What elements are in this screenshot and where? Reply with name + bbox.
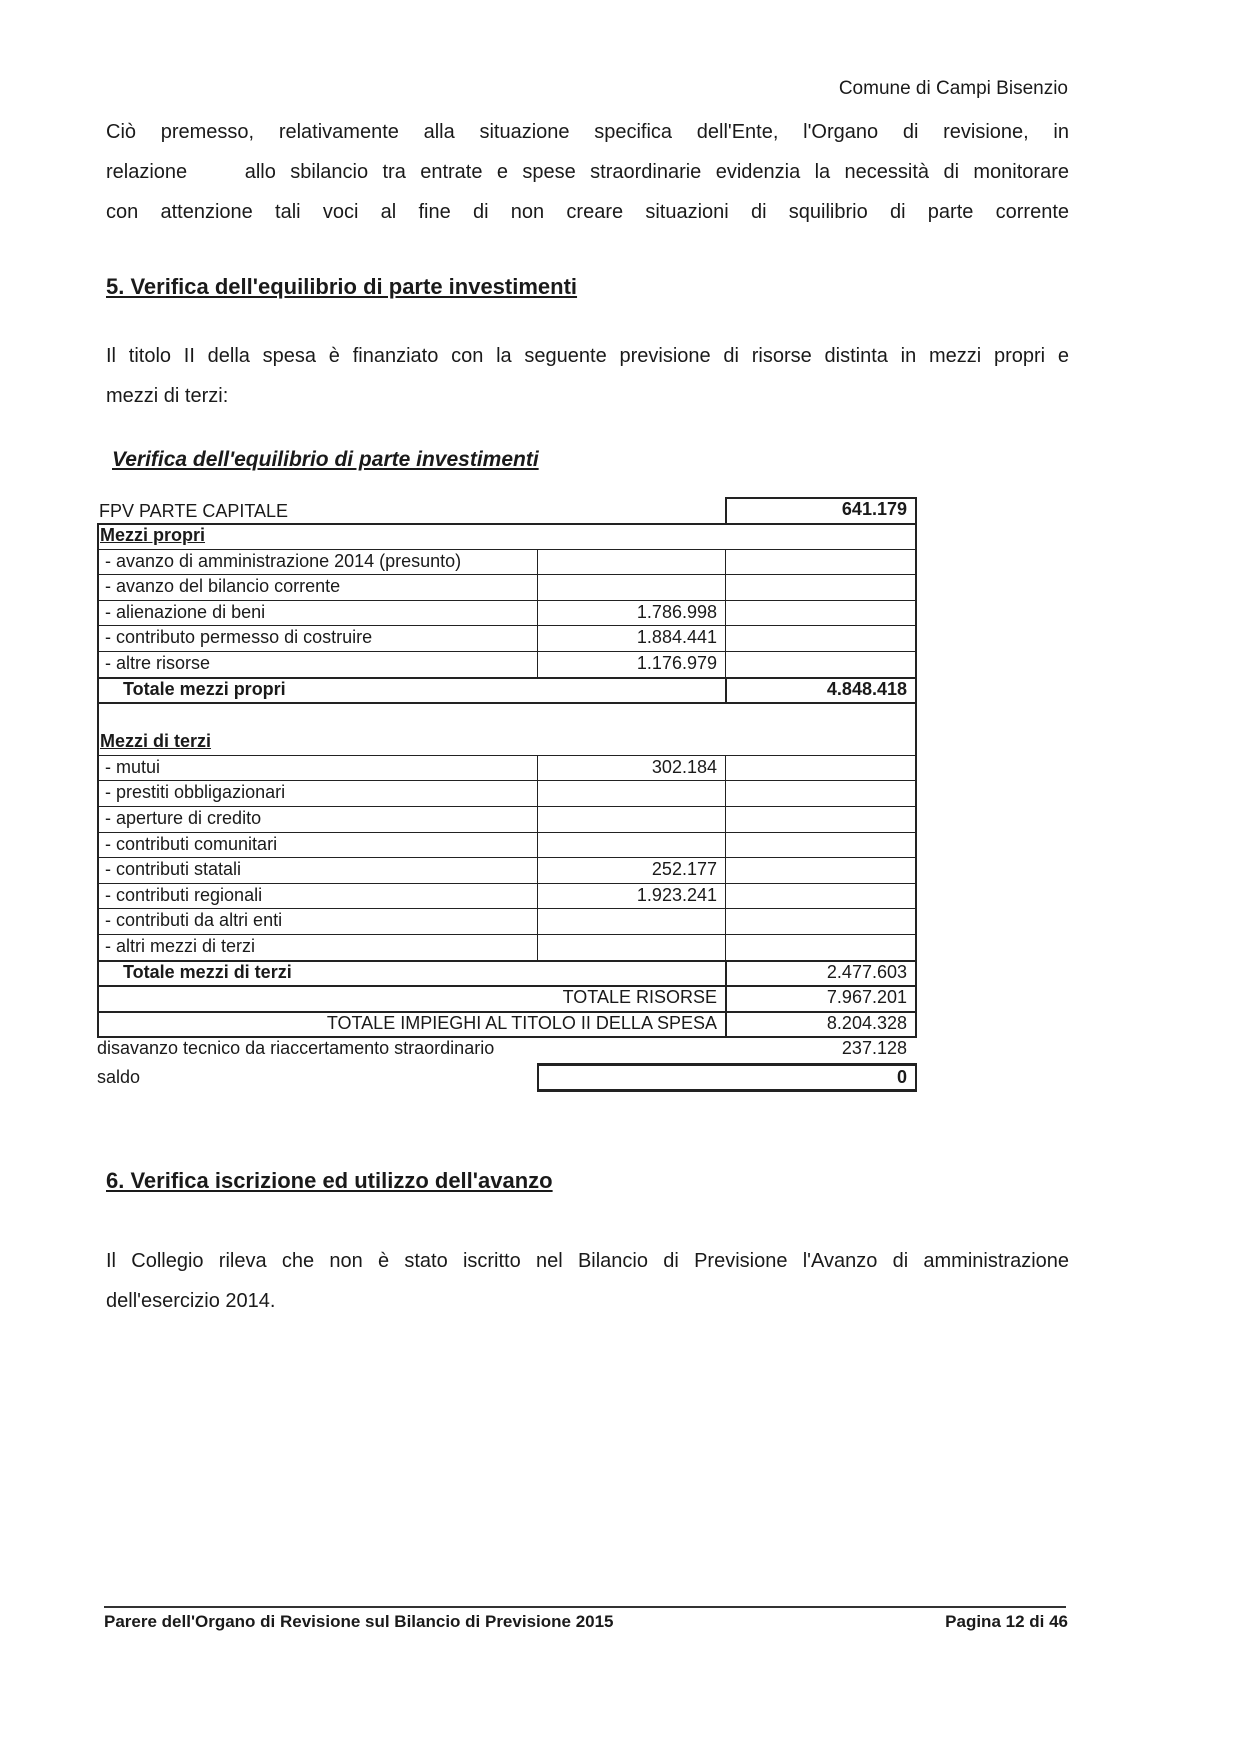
section-6-paragraph [106, 1241, 1069, 1321]
item-value [537, 780, 725, 805]
item-label: - avanzo del bilancio corrente [105, 576, 341, 597]
saldo-value: 0 [896, 1067, 907, 1088]
table-rule [537, 806, 538, 832]
table-rule [725, 780, 726, 806]
table-rule [537, 625, 538, 651]
table-rule [725, 651, 726, 677]
table-rule [725, 883, 726, 909]
table-rule [537, 934, 538, 960]
table-rule [537, 780, 538, 806]
item-value [537, 574, 725, 599]
table-rule [915, 497, 917, 524]
text-line: relazione allo sbilancio tra entrate e spese straordinarie evidenzia la necessità di monitorare [106, 161, 1069, 183]
table-rule [725, 549, 726, 575]
table-rule [537, 549, 538, 575]
table-rule [537, 883, 538, 909]
table-rule [725, 857, 726, 883]
table-rule [99, 934, 915, 935]
item-value [537, 806, 725, 831]
item-label: - mutui [105, 756, 161, 777]
item-value [537, 549, 725, 574]
item-label: - prestiti obbligazionari [105, 782, 286, 803]
totale-impieghi-label: TOTALE IMPIEGHI AL TITOLO II DELLA SPESA [326, 1012, 717, 1033]
table-rule [725, 806, 726, 832]
table-rule [97, 677, 917, 679]
total-mezzi-terzi-value: 2.477.603 [826, 961, 907, 982]
table-rule [99, 677, 915, 678]
table-rule [99, 549, 915, 550]
item-label: - aperture di credito [105, 808, 262, 828]
table-title: Verifica dell'equilibrio di parte investimenti [112, 448, 539, 471]
table-rule [537, 1063, 539, 1092]
intro-paragraph [106, 112, 1069, 232]
table-rule [725, 960, 727, 986]
table-rule [725, 985, 727, 1011]
table-rule [97, 702, 99, 1036]
table-rule [99, 960, 915, 961]
item-label: - avanzo di amministrazione 2014 (presunto) [105, 550, 462, 571]
table-rule [725, 1011, 727, 1037]
table-rule [537, 832, 538, 858]
text-line: mezzi di terzi: [106, 385, 229, 407]
table-rule [915, 702, 917, 1036]
fpv-label: FPV PARTE CAPITALE [99, 501, 289, 521]
section-6-heading: 6. Verifica iscrizione ed utilizzo dell'avanzo [106, 1168, 553, 1193]
table-rule [725, 832, 726, 858]
saldo-label: saldo [97, 1067, 141, 1088]
item-label: - contributi da altri enti [105, 910, 283, 931]
table-rule [537, 1063, 917, 1066]
total-mezzi-propri-label: Totale mezzi propri [123, 678, 286, 699]
mezzi-propri-heading: Mezzi propri [100, 525, 206, 545]
section-5-paragraph [106, 336, 1069, 416]
table-rule [725, 497, 915, 499]
table-rule [915, 1063, 917, 1092]
table-rule [99, 600, 915, 601]
table-rule [537, 651, 538, 677]
total-mezzi-propri-value: 4.848.418 [826, 678, 907, 699]
totale-risorse-value: 7.967.201 [826, 987, 907, 1008]
table-rule [97, 702, 917, 704]
table-rule [725, 574, 726, 600]
mezzi-terzi-heading: Mezzi di terzi [100, 731, 212, 752]
table-rule [97, 523, 917, 525]
table-rule [537, 857, 538, 883]
table-rule [97, 985, 917, 987]
item-value: 1.176.979 [636, 653, 717, 673]
text-line: con attenzione tali voci al fine di non creare situazioni di squilibrio di parte corrente [106, 201, 1069, 223]
fpv-value: 641.179 [841, 499, 907, 519]
table-rule [97, 1036, 917, 1038]
table-rule [725, 908, 726, 934]
table-rule [725, 600, 726, 626]
disavanzo-value: 237.128 [841, 1038, 907, 1059]
disavanzo-label: disavanzo tecnico da riaccertamento straordinario [97, 1038, 495, 1059]
table-rule [99, 780, 915, 781]
item-value: 252.177 [651, 859, 717, 880]
text-line: Il Collegio rileva che non è stato iscritto nel Bilancio di Previsione l'Avanzo di amministrazione [106, 1250, 1069, 1272]
table-rule [99, 574, 915, 575]
item-label: - contributi regionali [105, 884, 263, 905]
totale-risorse-label: TOTALE RISORSE [562, 987, 717, 1008]
section-5-heading: 5. Verifica dell'equilibrio di parte investimenti [106, 274, 578, 299]
table-rule [97, 960, 917, 962]
table-rule [99, 908, 915, 909]
page-number: Pagina 12 di 46 [945, 1612, 1068, 1631]
table-rule [537, 908, 538, 934]
totale-impieghi-value: 8.204.328 [826, 1012, 907, 1033]
item-value: 302.184 [651, 756, 717, 777]
table-rule [915, 523, 917, 703]
item-value: 1.923.241 [636, 884, 717, 905]
text-line: Ciò premesso, relativamente alla situazione specifica dell'Ente, l'Organo di revisione, in [106, 121, 1069, 143]
table-rule [725, 497, 727, 524]
item-value [537, 832, 725, 857]
item-label: - altri mezzi di terzi [105, 936, 256, 956]
table-rule [537, 1089, 917, 1092]
table-rule [725, 625, 726, 651]
table-rule [725, 677, 727, 703]
item-value [537, 934, 725, 959]
text-line: Il titolo II della spesa è finanziato con la seguente previsione di risorse distinta in mezzi propri e [106, 345, 1069, 367]
table-rule [99, 755, 915, 756]
table-rule [97, 523, 99, 703]
table-rule [99, 832, 915, 833]
table-rule [725, 755, 726, 781]
item-label: - contributo permesso di costruire [105, 627, 373, 648]
table-rule [99, 651, 915, 652]
header-entity: Comune di Campi Bisenzio [838, 78, 1068, 99]
table-rule [97, 1011, 917, 1013]
item-label: - contributi comunitari [105, 833, 278, 854]
table-rule [99, 857, 915, 858]
table-rule [99, 625, 915, 626]
total-mezzi-terzi-label: Totale mezzi di terzi [123, 961, 292, 982]
item-value: 1.786.998 [636, 601, 717, 622]
table-rule [99, 806, 915, 807]
item-value: 1.884.441 [636, 627, 717, 648]
footer-title: Parere dell'Organo di Revisione sul Bilancio di Previsione 2015 [104, 1612, 614, 1631]
table-rule [537, 600, 538, 626]
text-line: dell'esercizio 2014. [106, 1290, 276, 1312]
table-rule [537, 574, 538, 600]
table-rule [537, 755, 538, 781]
item-label: - contributi statali [105, 859, 242, 880]
item-value [537, 908, 725, 933]
item-label: - alienazione di beni [105, 601, 266, 622]
table-rule [99, 883, 915, 884]
footer-divider [104, 1606, 1066, 1608]
item-label: - altre risorse [105, 653, 211, 673]
table-rule [725, 934, 726, 960]
